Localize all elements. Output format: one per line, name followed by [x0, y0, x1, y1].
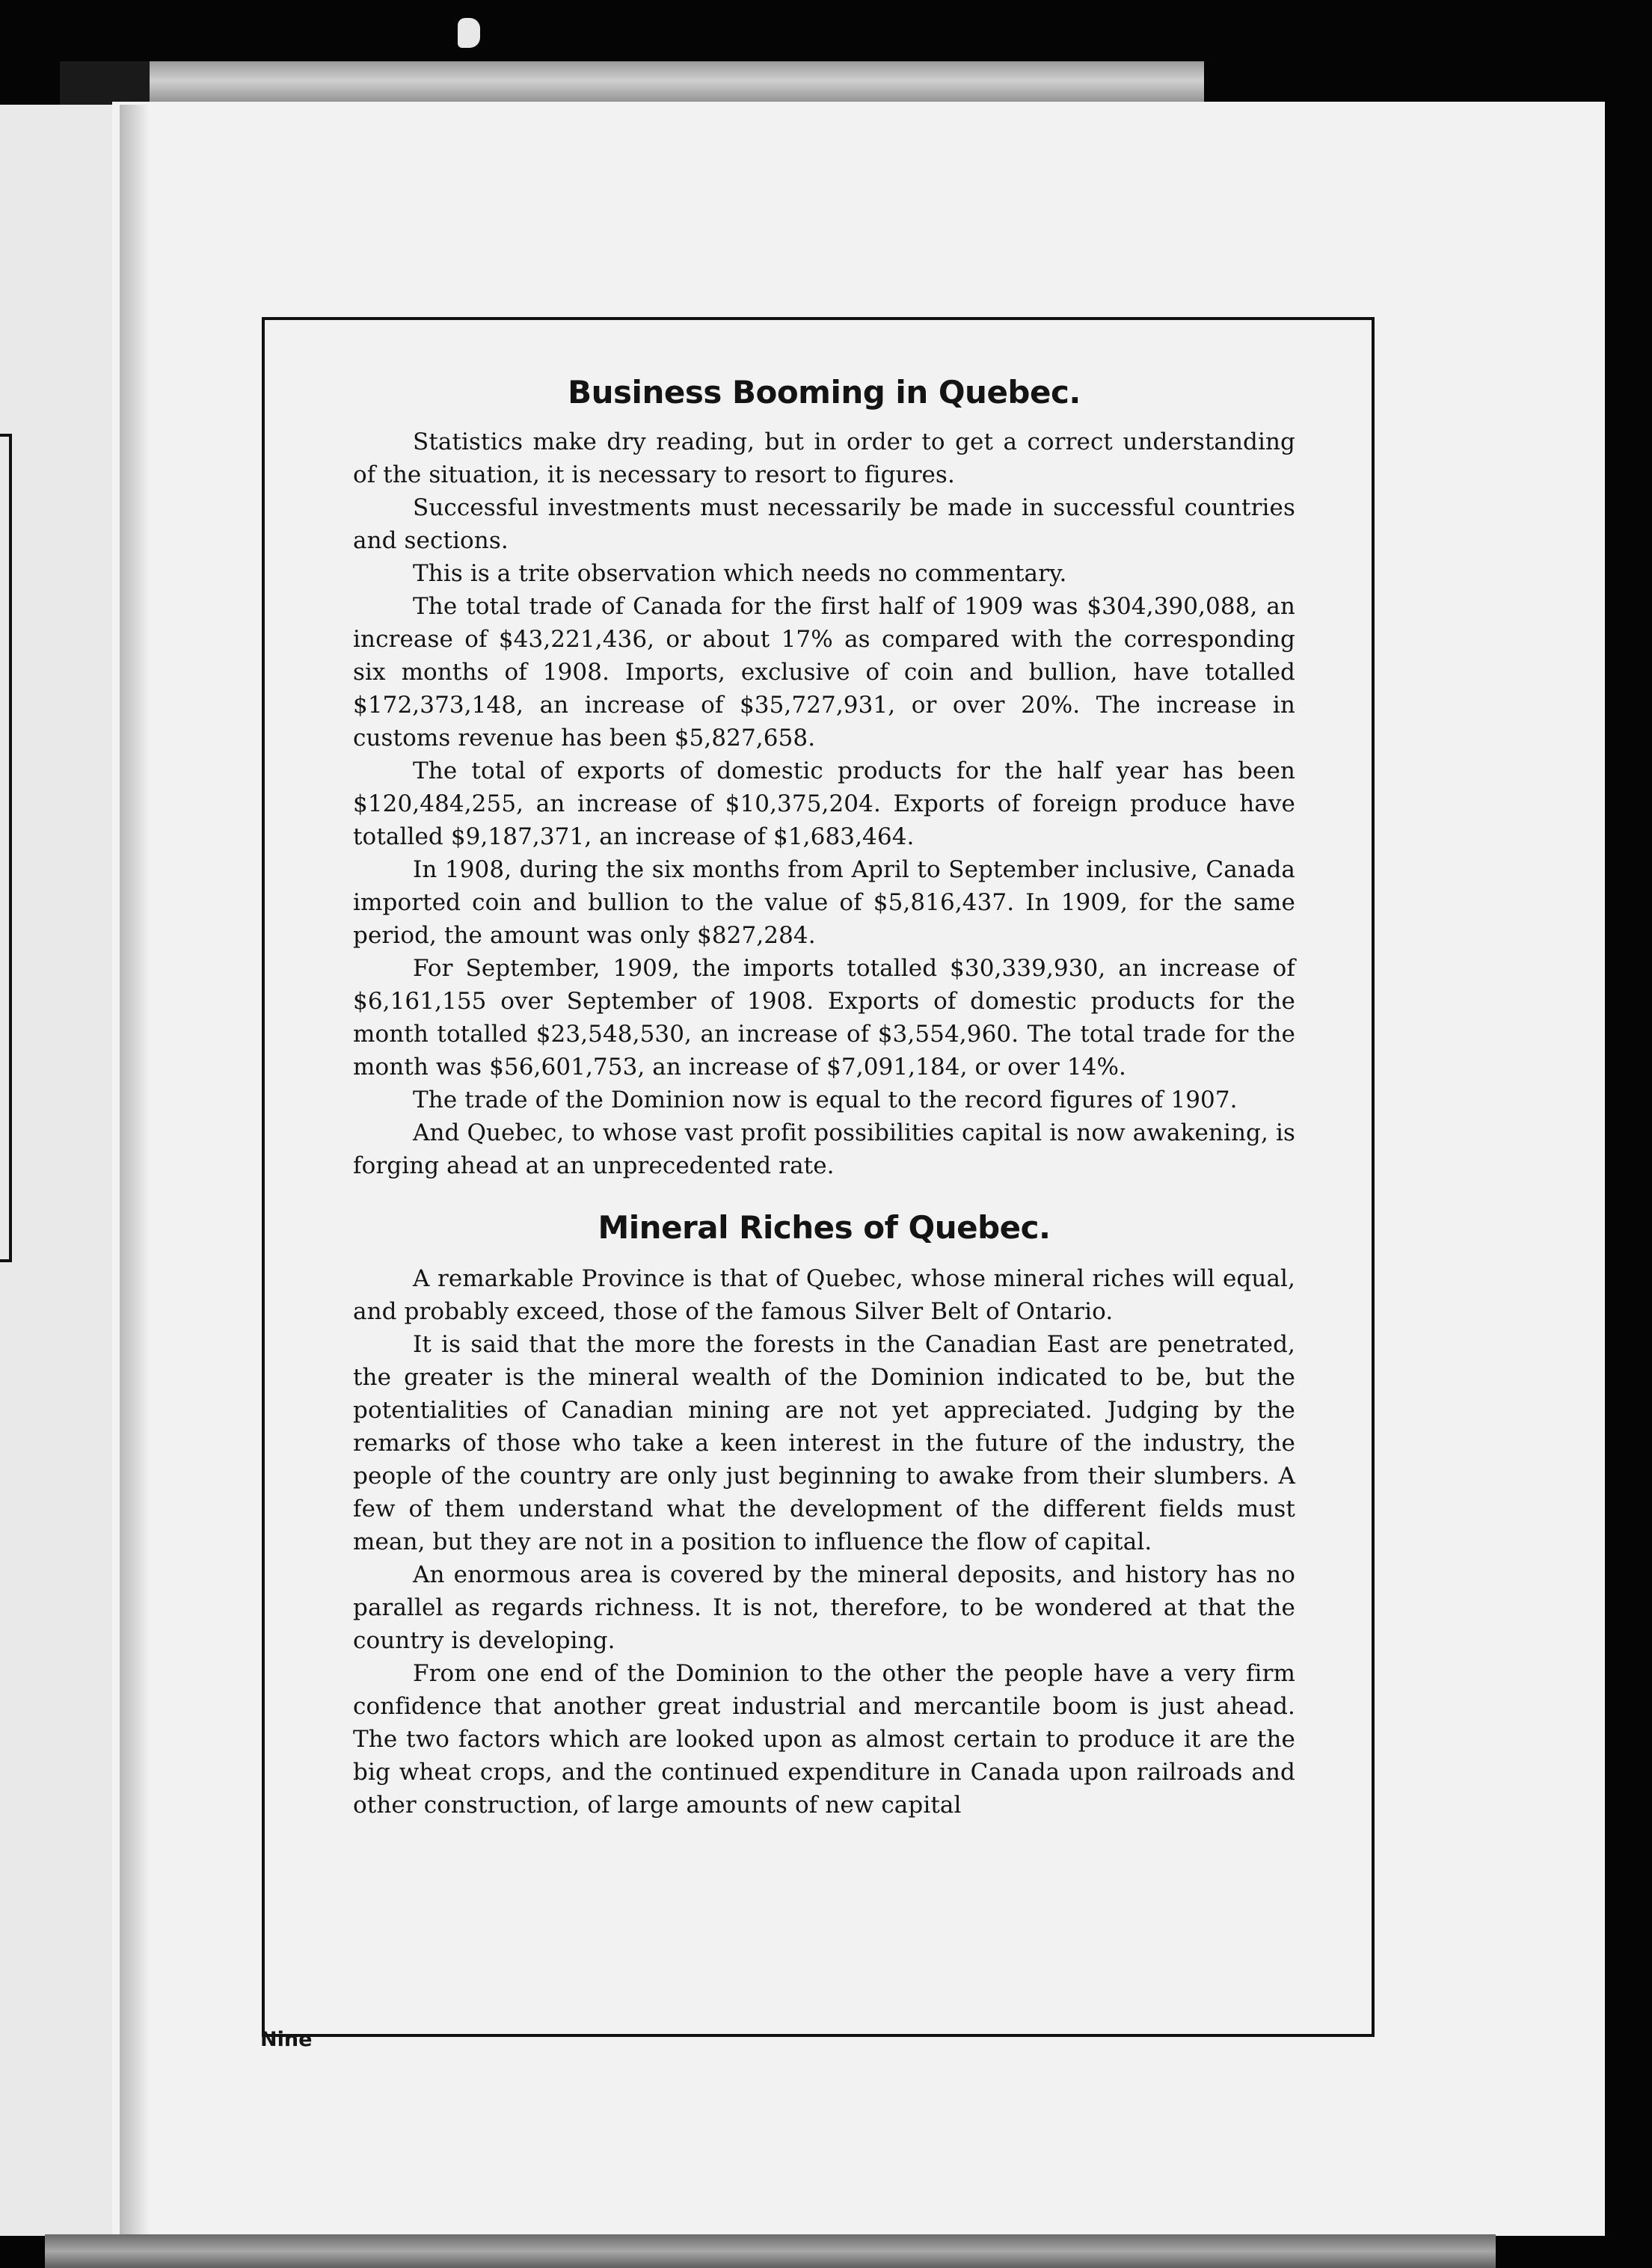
paragraph: An enormous area is covered by the mineral deposits, and history has no parallel as regards richness. It is not, therefore, to be wondered at that the country is developing.	[353, 1561, 1295, 1654]
paragraph: And Quebec, to whose vast profit possibilities capital is now awakening, is forging ahead at an unprecedented rate.	[353, 1119, 1295, 1179]
paragraph: From one end of the Dominion to the other the people have a very firm confidence that another great industrial and mercantile boom is just ahead. The two factors which are looked upon as almost certain to produce it are the big wheat crops, and the continued expenditure in Canada upon railroads and other construction, of large amounts of new capital	[353, 1660, 1295, 1819]
adjacent-page-border	[0, 434, 12, 1262]
adjacent-page	[0, 105, 126, 2236]
page-number: Nine	[260, 2028, 313, 2051]
scan-strip-top	[60, 61, 1204, 105]
paragraph: The total of exports of domestic products for the half year has been $120,484,255, an increase of $10,375,204. Exports of foreign produce have totalled $9,187,371, an increase of $1,683,464.	[353, 757, 1295, 850]
scan-strip-bottom	[45, 2234, 1496, 2268]
paragraph: In 1908, during the six months from April to September inclusive, Canada imported coin and bullion to the value of $5,816,437. In 1909, for the same period, the amount was only $827,284.	[353, 856, 1295, 949]
section-title-business: Business Booming in Quebec.	[568, 374, 1081, 411]
page-gutter-shadow	[120, 105, 150, 2236]
paragraph: This is a trite observation which needs no commentary.	[413, 560, 1067, 587]
paragraph: The total trade of Canada for the first half of 1909 was $304,390,088, an increase of $43,221,436, or about 17% as compared with the corresponding six months of 1908. Imports, exclusive of coin and bullion, have totalled $172,373,148, an increase of $35,727,931, or over 20%. The increase in customs revenue has been $5,827,658.	[353, 593, 1295, 752]
paragraph: It is said that the more the forests in the Canadian East are penetrated, the greater is the mineral wealth of the Dominion indicated to be, but the potentialities of Canadian mining are not yet appreciated. Judging by the remarks of those who take a keen interest in the future of the industry, the people of the country are only just beginning to awake from their slumbers. A few of them understand what the development of the different fields must mean, but they are not in a position to influence the flow of capital.	[353, 1331, 1295, 1555]
paragraph: Statistics make dry reading, but in order to get a correct understanding of the situation, it is necessary to resort to figures.	[353, 428, 1295, 488]
section-title-mineral: Mineral Riches of Quebec.	[598, 1209, 1051, 1246]
scan-strip-top-shadow	[60, 61, 150, 105]
paragraph: For September, 1909, the imports totalled $30,339,930, an increase of $6,161,155 over September of 1908. Exports of domestic products for the month totalled $23,548,530, an increase of $3,554,960. The total trade for the month was $56,601,753, an increase of $7,091,184, or over 14%.	[353, 955, 1295, 1081]
paragraph: A remarkable Province is that of Quebec, whose mineral riches will equal, and probably exceed, those of the famous Silver Belt of Ontario.	[353, 1265, 1295, 1325]
paragraph: The trade of the Dominion now is equal to the record figures of 1907.	[413, 1087, 1238, 1113]
scan-mark	[458, 18, 480, 48]
article-body	[353, 374, 1295, 1822]
paragraph: Successful investments must necessarily be made in successful countries and sections.	[353, 494, 1295, 554]
